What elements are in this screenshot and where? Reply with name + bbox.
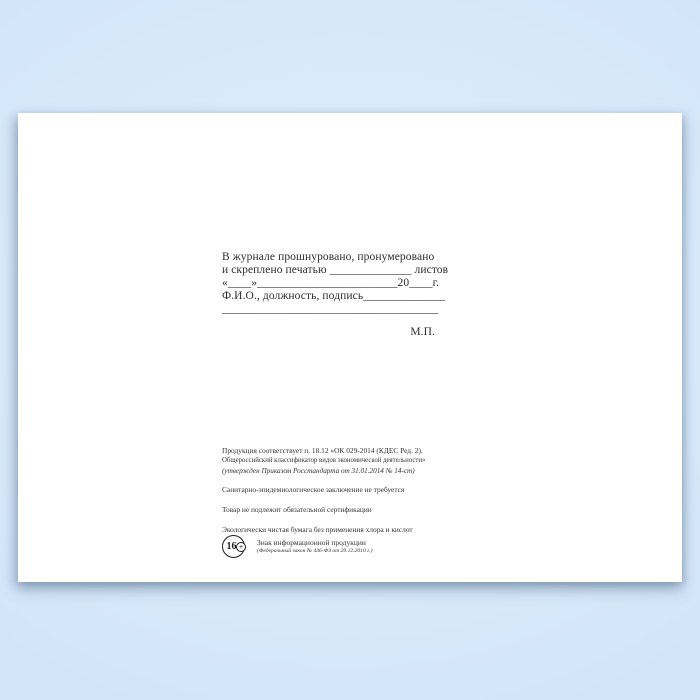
stitching-certification-block — [222, 251, 449, 339]
product-order-line: (утвержден Приказом Росстандарта от 31.01.2014 № 14-ст) — [222, 467, 415, 475]
information-product-sign-row — [222, 535, 492, 558]
eco-paper-statement: Экологически чистая бумага без применения хлора и кислот — [222, 525, 413, 534]
information-sign-title: Знак информационной продукции — [257, 538, 366, 547]
product-standard-line: Продукция соответствует п. 18.12 «ОК 029-2014 (КДЕС Ред. 2). — [222, 446, 423, 455]
product-classifier-line: Общероссийский классификатор видов экономической деятельности» — [222, 457, 426, 464]
product-compliance-block — [222, 446, 492, 558]
age-16-number: 16 — [226, 540, 237, 552]
seal-place-mark: М.П. — [410, 326, 435, 338]
stitch-line-name-position-signature: Ф.И.О., должность, подпись______________ — [222, 290, 446, 302]
stitch-line-sheets: и скреплено печатью ______________ листов — [222, 264, 449, 276]
age-16-plus-icon — [222, 535, 245, 558]
information-sign-text — [257, 538, 373, 555]
certification-statement: Товар не подлежит обязательной сертификации — [222, 505, 372, 514]
stitch-line-journal: В журнале прошнуровано, пронумеровано — [222, 251, 435, 263]
stitch-line-date: «____»________________________20____г. — [222, 277, 440, 289]
information-sign-law: (Федеральный закон № 436-ФЗ от 29.12.2010 г.) — [257, 548, 373, 554]
stitch-line-blank: _____________________________________ — [222, 303, 439, 315]
journal-back-page — [18, 113, 682, 582]
sanitary-statement: Санитарно-эпидемиологическое заключение не требуется — [222, 485, 405, 494]
age-plus-icon: + — [236, 542, 246, 552]
